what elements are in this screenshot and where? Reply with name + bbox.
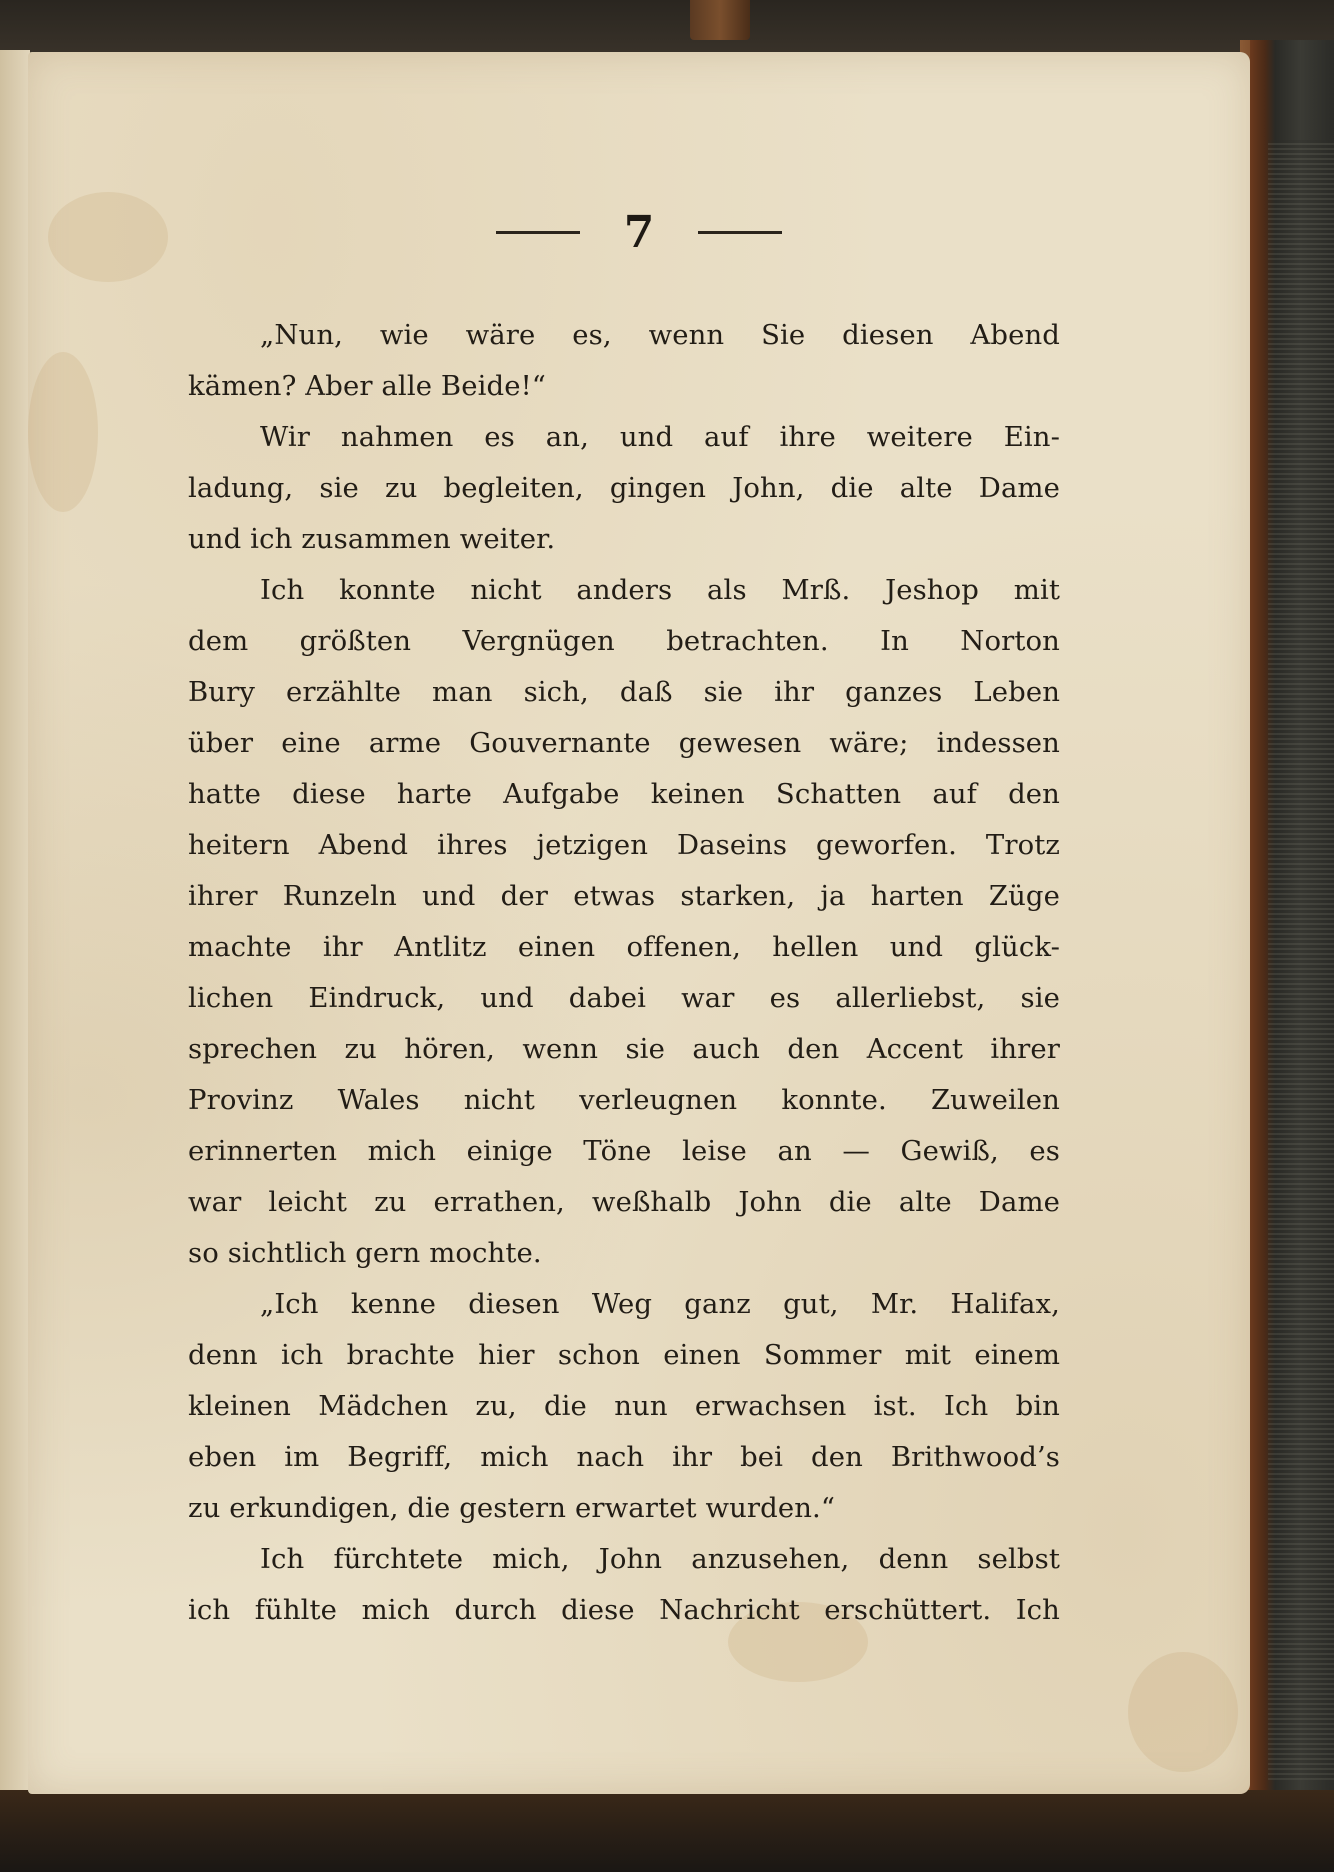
text-line: war leicht zu errathen, weßhalb John die alte Dame — [188, 1186, 1060, 1218]
text-line: und ich zusammen weiter. — [188, 523, 556, 555]
text-line: Provinz Wales nicht verleugnen konnte. Zuweilen — [188, 1084, 1060, 1116]
text-line: sprechen zu hören, wenn sie auch den Accent ihrer — [188, 1033, 1060, 1065]
page-stain — [1128, 1652, 1238, 1772]
previous-page-edge — [0, 50, 30, 1790]
text-line: machte ihr Antlitz einen offenen, hellen und glück- — [188, 931, 1060, 963]
text-line: denn ich brachte hier schon einen Sommer mit einem — [188, 1339, 1060, 1371]
book-page — [28, 52, 1250, 1794]
text-line: so sichtlich gern mochte. — [188, 1237, 542, 1269]
text-line: erinnerten mich einige Töne leise an — Gewiß, es — [188, 1135, 1060, 1167]
page-stain — [28, 352, 98, 512]
text-line: heitern Abend ihres jetzigen Daseins geworfen. Trotz — [188, 829, 1060, 861]
header-rule-right — [698, 231, 782, 234]
book-cover-bottom — [0, 1790, 1334, 1872]
text-line: hatte diese harte Aufgabe keinen Schatten auf den — [188, 778, 1060, 810]
text-line: „Ich kenne diesen Weg ganz gut, Mr. Halifax, — [260, 1288, 1060, 1320]
text-line: ladung, sie zu begleiten, gingen John, die alte Dame — [188, 472, 1060, 504]
text-line: dem größten Vergnügen betrachten. In Norton — [188, 625, 1060, 657]
text-line: über eine arme Gouvernante gewesen wäre; indessen — [188, 727, 1060, 759]
text-line: eben im Begriff, mich nach ihr bei den Brithwood’s — [188, 1441, 1060, 1473]
cover-texture — [1268, 140, 1334, 1780]
header-rule-left — [496, 231, 580, 234]
text-line: Bury erzählte man sich, daß sie ihr ganzes Leben — [188, 676, 1060, 708]
text-line: ihrer Runzeln und der etwas starken, ja harten Züge — [188, 880, 1060, 912]
text-line: Ich konnte nicht anders als Mrß. Jeshop mit — [260, 574, 1060, 606]
text-line: ich fühlte mich durch diese Nachricht erschüttert. Ich — [188, 1594, 1060, 1626]
book-clasp — [690, 0, 750, 40]
text-line: Wir nahmen es an, und auf ihre weitere Ein- — [260, 421, 1060, 453]
body-text — [188, 310, 1060, 1636]
text-line: lichen Eindruck, und dabei war es allerliebst, sie — [188, 982, 1060, 1014]
text-line: „Nun, wie wäre es, wenn Sie diesen Abend — [260, 319, 1060, 351]
text-line: zu erkundigen, die gestern erwartet wurden.“ — [188, 1492, 836, 1524]
page-header — [28, 202, 1250, 262]
book-cover-top — [0, 0, 1334, 60]
text-line: Ich fürchtete mich, John anzusehen, denn selbst — [260, 1543, 1060, 1575]
text-line: kleinen Mädchen zu, die nun erwachsen ist. Ich bin — [188, 1390, 1060, 1422]
page-number: 7 — [623, 206, 655, 258]
text-line: kämen? Aber alle Beide!“ — [188, 370, 546, 402]
